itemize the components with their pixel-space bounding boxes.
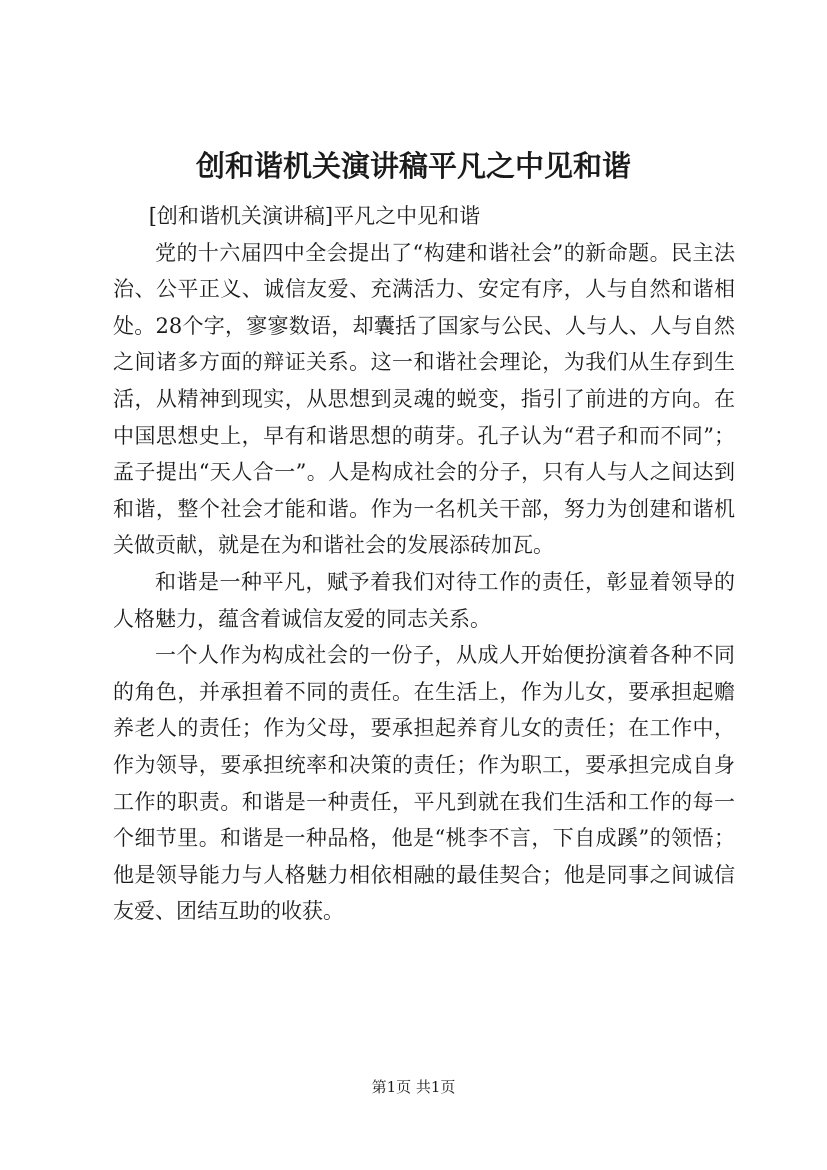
paragraph-2: 和谐是一种平凡，赋予着我们对待工作的责任，彰显着领导的人格魅力，蕴含着诚信友爱的同志关系。 (113, 569, 735, 631)
paragraph-3: 一个人作为构成社会的一份子，从成人开始便扮演着各种不同的角色，并承担着不同的责任。在生活上，作为儿女，要承担起赡养老人的责任；作为父母，要承担起养育儿女的责任；在工作中，作为领导，要承担统率和决策的责任；作为职工，要承担完成自身工作的职责。和谐是一种责任，平凡到就在我们生活和工作的每一个细节里。和谐是一种品格，他是“桃李不言，下自成蹊”的领悟；他是领导能力与人格魅力相依相融的最佳契合；他是同事之间诚信友爱、团结互助的收获。 (113, 643, 735, 924)
document-title: 创和谐机关演讲稿平凡之中见和谐 (195, 149, 631, 183)
paragraph-1: 党的十六届四中全会提出了“构建和谐社会”的新命题。民主法治、公平正义、诚信友爱、充满活力、安定有序，人与自然和谐相处。28个字，寥寥数语，却囊括了国家与公民、人与人、人与自然之间诸多方面的辩证关系。这一和谐社会理论，为我们从生存到生活，从精神到现实，从思想到灵魂的蜕变，指引了前进的方向。在中国思想史上，早有和谐思想的萌芽。孔子认为“君子和而不同”；孟子提出“天人合一”。人是构成社会的分子，只有人与人之间达到和谐，整个社会才能和谐。作为一名机关干部，努力为创建和谐机关做贡献，就是在为和谐社会的发展添砖加瓦。 (113, 240, 735, 558)
document-subtitle: [创和谐机关演讲稿]平凡之中见和谐 (148, 204, 481, 228)
page-footer: 第1页 共1页 (371, 1078, 456, 1096)
document-body (113, 198, 735, 930)
